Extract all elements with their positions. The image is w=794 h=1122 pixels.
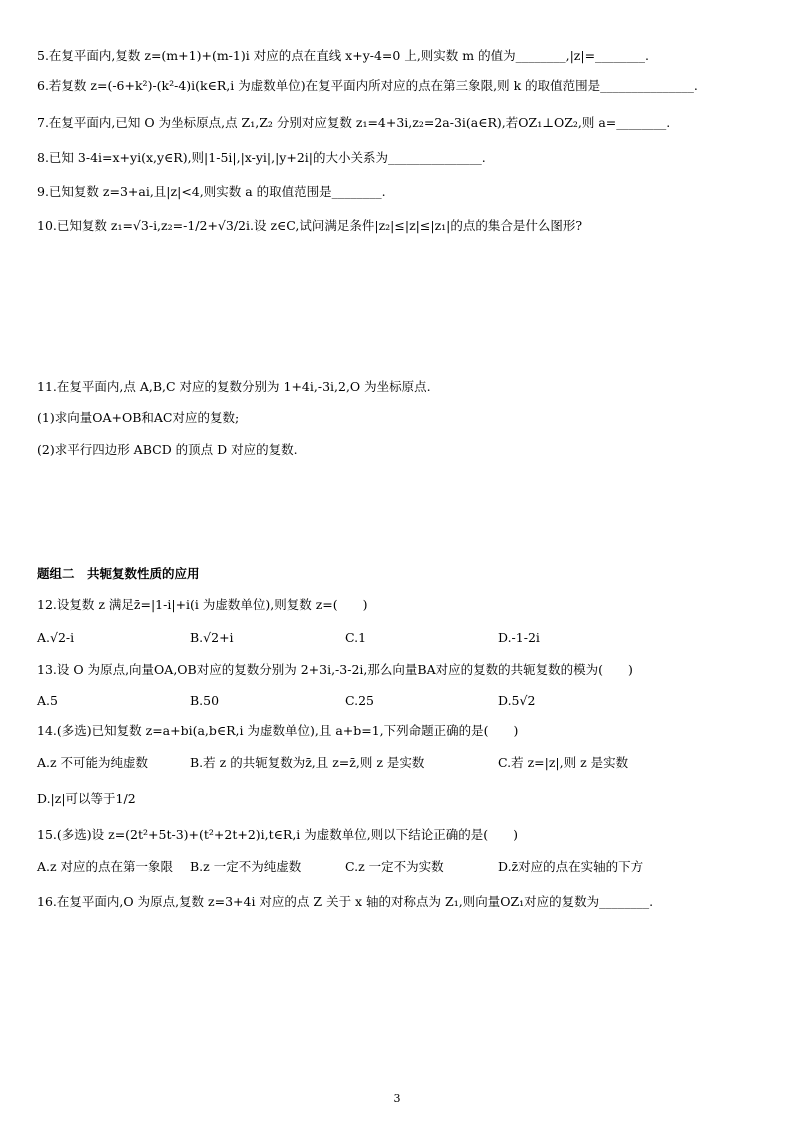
question-9: 9.已知复数 z=3+ai,且|z|<4,则实数 a 的取值范围是________. bbox=[37, 184, 386, 199]
q15-option-d: D.z̄对应的点在实轴的下方 bbox=[498, 859, 644, 874]
question-6: 6.若复数 z=(-6+k²)-(k²-4)i(k∈R,i 为虚数单位)在复平面内所对应的点在第三象限,则 k 的取值范围是_______________. bbox=[37, 78, 698, 93]
q12-option-b: B.√2+i bbox=[190, 630, 234, 645]
q15-option-b: B.z 一定不为纯虚数 bbox=[190, 859, 302, 874]
question-12: 12.设复数 z 满足z̄=|1-i|+i(i 为虚数单位),则复数 z=( ) bbox=[37, 597, 368, 612]
q14-option-c: C.若 z=|z|,则 z 是实数 bbox=[498, 755, 629, 770]
section-title: 题组二 共轭复数性质的应用 bbox=[37, 566, 200, 581]
q12-option-a: A.√2-i bbox=[37, 630, 75, 645]
q14-option-d: D.|z|可以等于1/2 bbox=[37, 791, 136, 806]
question-7: 7.在复平面内,已知 O 为坐标原点,点 Z₁,Z₂ 分别对应复数 z₁=4+3i,z₂=2a-3i(a∈R),若OZ₁⊥OZ₂,则 a=________. bbox=[37, 115, 671, 130]
question-11: 11.在复平面内,点 A,B,C 对应的复数分别为 1+4i,-3i,2,O 为坐标原点. bbox=[37, 379, 431, 394]
question-11-part-1: (1)求向量OA+OB和AC对应的复数; bbox=[37, 410, 240, 425]
question-13: 13.设 O 为原点,向量OA,OB对应的复数分别为 2+3i,-3-2i,那么向量BA对应的复数的共轭复数的模为( ) bbox=[37, 662, 633, 677]
q14-option-b: B.若 z 的共轭复数为z̄,且 z=z̄,则 z 是实数 bbox=[190, 755, 425, 770]
question-8: 8.已知 3-4i=x+yi(x,y∈R),则|1-5i|,|x-yi|,|y+2i|的大小关系为_______________. bbox=[37, 150, 486, 165]
question-14: 14.(多选)已知复数 z=a+bi(a,b∈R,i 为虚数单位),且 a+b=1,下列命题正确的是( ) bbox=[37, 723, 519, 738]
question-10: 10.已知复数 z₁=√3-i,z₂=-1/2+√3/2i.设 z∈C,试问满足条件|z₂|≤|z|≤|z₁|的点的集合是什么图形? bbox=[37, 218, 583, 233]
question-15: 15.(多选)设 z=(2t²+5t-3)+(t²+2t+2)i,t∈R,i 为虚数单位,则以下结论正确的是( ) bbox=[37, 827, 519, 842]
question-11-part-2: (2)求平行四边形 ABCD 的顶点 D 对应的复数. bbox=[37, 442, 298, 457]
question-5: 5.在复平面内,复数 z=(m+1)+(m-1)i 对应的点在直线 x+y-4=0 上,则实数 m 的值为________,|z|=________. bbox=[37, 48, 650, 63]
q13-option-c: C.25 bbox=[345, 693, 374, 708]
q13-option-b: B.50 bbox=[190, 693, 220, 708]
q12-option-c: C.1 bbox=[345, 630, 367, 645]
q13-option-a: A.5 bbox=[37, 693, 58, 708]
q14-option-a: A.z 不可能为纯虚数 bbox=[37, 755, 149, 770]
question-16: 16.在复平面内,O 为原点,复数 z=3+4i 对应的点 Z 关于 x 轴的对称点为 Z₁,则向量OZ₁对应的复数为________. bbox=[37, 894, 654, 909]
q15-option-a: A.z 对应的点在第一象限 bbox=[37, 859, 174, 874]
q12-option-d: D.-1-2i bbox=[498, 630, 540, 645]
q15-option-c: C.z 一定不为实数 bbox=[345, 859, 444, 874]
q13-option-d: D.5√2 bbox=[498, 693, 536, 708]
page-number: 3 bbox=[393, 1092, 401, 1105]
